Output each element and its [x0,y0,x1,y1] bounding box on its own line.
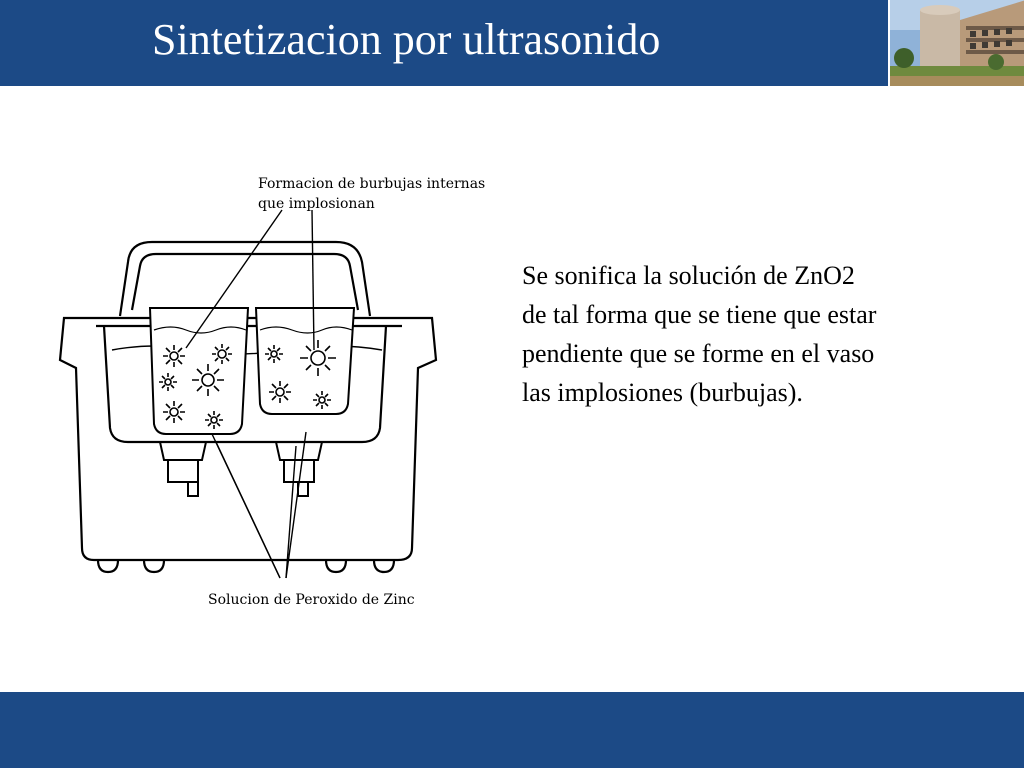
bubbles-label-line2: que implosionan [258,196,375,212]
body-line: pendiente que se forme en el vaso [522,339,875,368]
body-line: las implosiones (burbujas). [522,378,803,407]
body-line: de tal forma que se tiene que estar [522,300,877,329]
ultrasonic-bath-diagram [36,170,496,620]
footer-bar [0,692,1024,768]
body-line: Se sonifica la solución de ZnO2 [522,261,855,290]
building-photo [888,0,1024,86]
body-text [522,256,1002,412]
slide-title: Sintetizacion por ultrasonido [152,15,661,64]
bubbles-label-line1: Formacion de burbujas internas [258,176,486,192]
solution-label: Solucion de Peroxido de Zinc [208,592,415,608]
